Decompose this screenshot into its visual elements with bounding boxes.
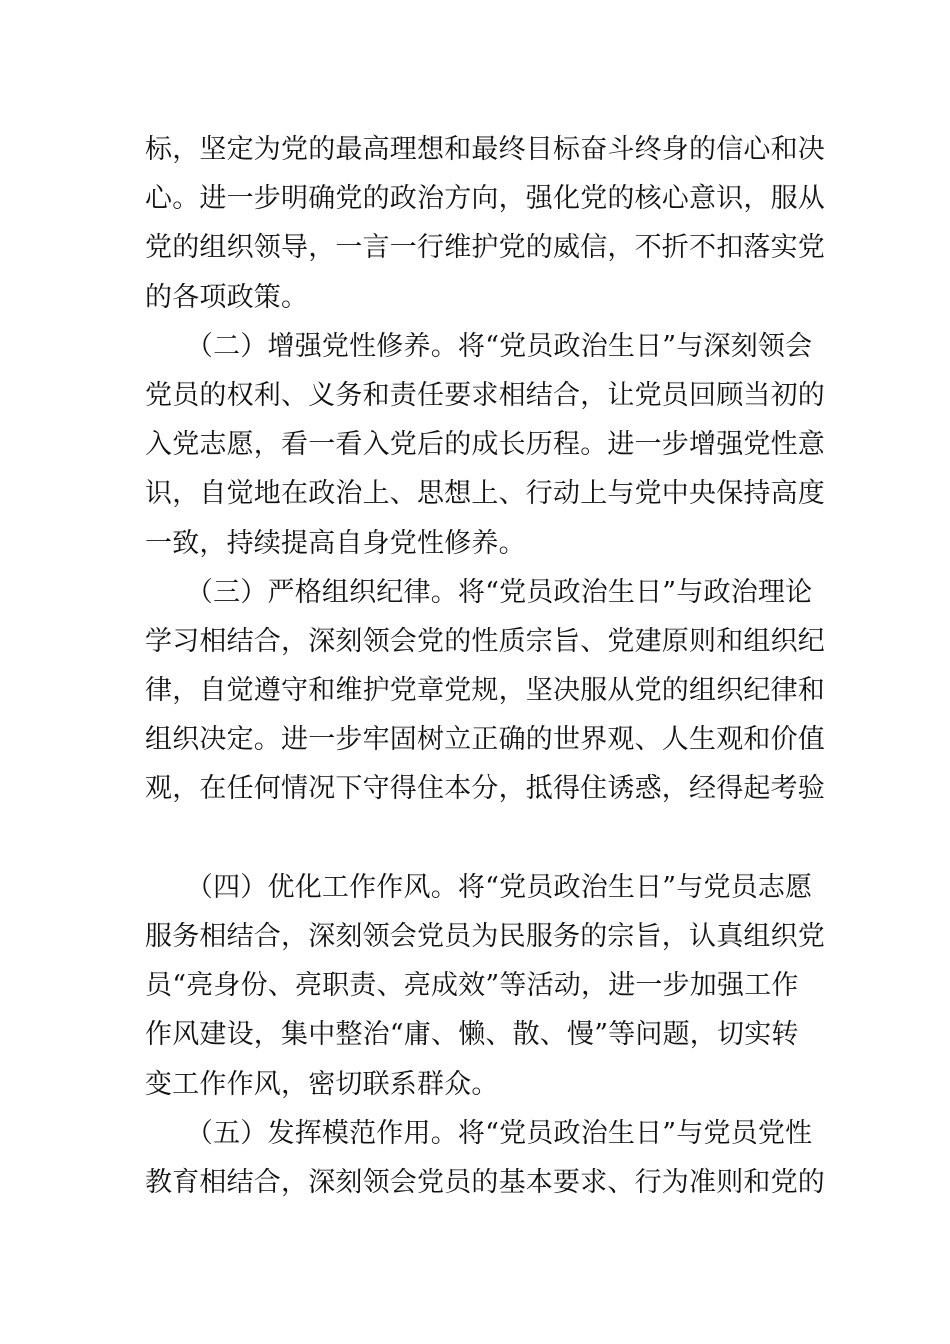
text-line: 教育相结合，深刻领会党员的基本要求、行为准则和党的 — [145, 1166, 825, 1198]
text-line: 党员的权利、义务和责任要求相结合，让党员回顾当初的 — [145, 379, 825, 411]
blank-line — [145, 814, 815, 863]
text-line: （三）严格组织纪律。将“党员政治生日”与政治理论 — [145, 576, 813, 608]
text-line: （五）发挥模范作用。将“党员政治生日”与党员党性 — [145, 1117, 813, 1149]
document-body — [145, 125, 825, 1207]
text-line: 律，自觉遵守和维护党章党规，坚决服从党的组织纪律和 — [145, 675, 825, 707]
text-line: 变工作作风，密切联系群众。 — [145, 1068, 499, 1100]
text-line: 党的组织领导，一言一行维护党的威信，不折不扣落实党 — [145, 232, 825, 264]
text-line: 入党志愿，看一看入党后的成长历程。进一步增强党性意 — [145, 429, 825, 461]
text-line: 学习相结合，深刻领会党的性质宗旨、党建原则和组织纪 — [145, 625, 825, 657]
text-line: 标，坚定为党的最高理想和最终目标奋斗终身的信心和决 — [145, 134, 825, 165]
text-line: 作风建设，集中整治“庸、懒、散、慢”等问题，切实转 — [145, 1019, 799, 1051]
text-line: 的各项政策。 — [145, 281, 309, 313]
text-line: 服务相结合，深刻领会党员为民服务的宗旨，认真组织党 — [145, 921, 825, 952]
text-line: （四）优化工作作风。将“党员政治生日”与党员志愿 — [145, 871, 813, 903]
text-line: 识，自觉地在政治上、思想上、行动上与党中央保持高度 — [145, 478, 825, 510]
text-line: 一致，持续提高自身党性修养。 — [145, 527, 526, 559]
text-line: 观，在任何情况下守得住本分，抵得住诱惑，经得起考验 — [145, 773, 825, 805]
text-line: 心。进一步明确党的政治方向，强化党的核心意识，服从 — [145, 183, 825, 215]
text-line: 组织决定。进一步牢固树立正确的世界观、人生观和价值 — [145, 724, 825, 756]
text-line: 员“亮身份、亮职责、亮成效”等活动，进一步加强工作 — [145, 970, 799, 1002]
text-line: （二）增强党性修养。将“党员政治生日”与深刻领会 — [145, 330, 813, 362]
